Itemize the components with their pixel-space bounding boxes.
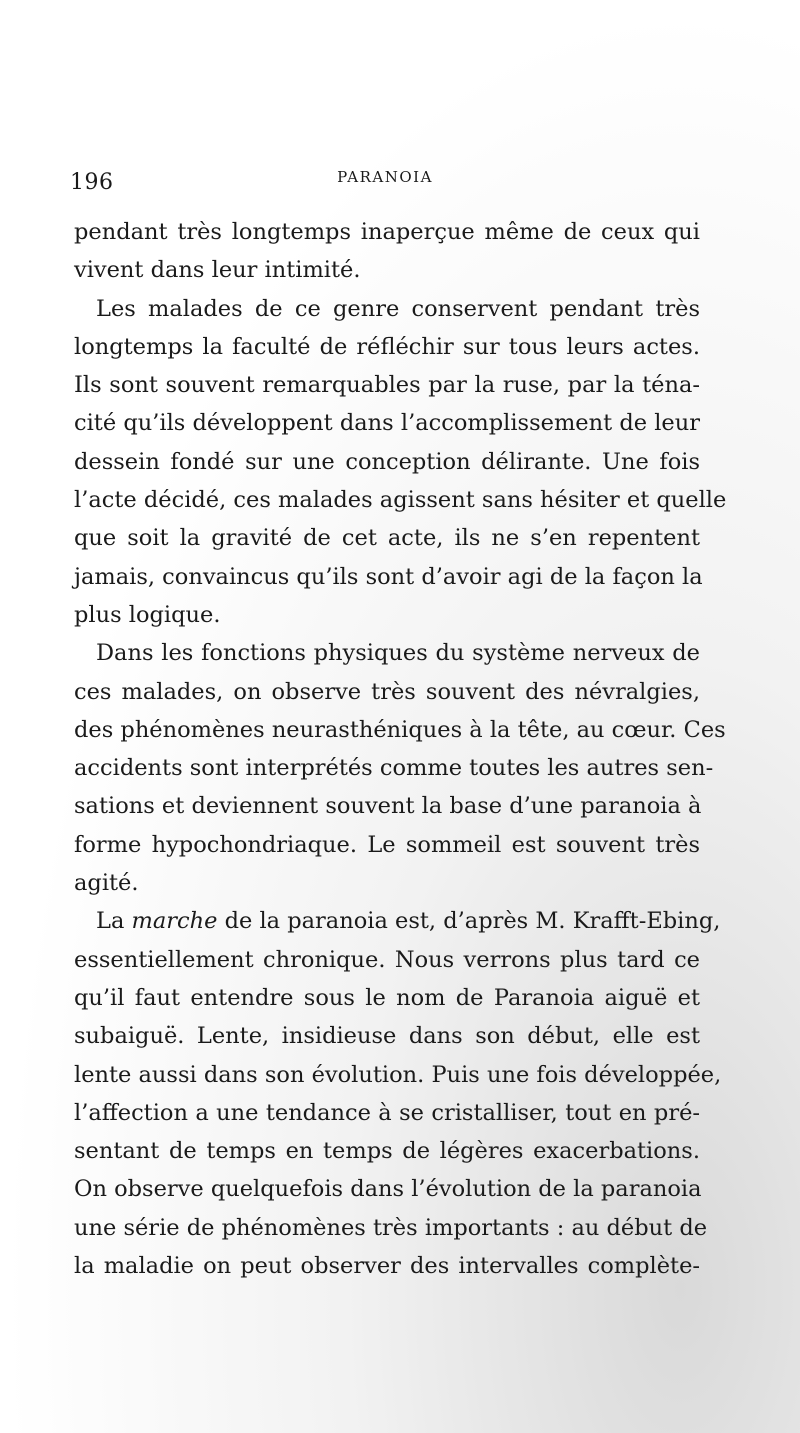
text-line: Ils sont souvent remarquables par la ruse, par la téna- [74,372,700,399]
text-line: On observe quelquefois dans l’évolution de la paranoia [74,1176,702,1203]
text-line: une série de phénomènes très importants : au début de [74,1214,708,1241]
text-line: agité. [74,870,139,897]
text-line: vivent dans leur intimité. [74,257,361,284]
text-line: pendant très longtemps inaperçue même de ceux qui [74,219,700,245]
text-line: subaiguë. Lente, insidieuse dans son début, elle est [74,1023,700,1050]
text-line: lente aussi dans son évolution. Puis une fois développée, [74,1061,722,1088]
text-line: la maladie on peut observer des intervalles complète- [74,1253,700,1280]
italic-term: marche [131,908,218,935]
text-line: sations et deviennent souvent la base d’une paranoia à [74,793,702,820]
text-line: Dans les fonctions physiques du système nerveux de [96,640,700,667]
text-fragment: de la paranoia est, d’après M. Krafft-Ebing, [224,908,721,935]
text-line: cité qu’ils développent dans l’accomplissement de leur [74,410,700,437]
text-line: ces malades, on observe très souvent des névralgies, [74,678,700,705]
text-line: sentant de temps en temps de légères exacerbations. [74,1138,700,1165]
body-text [74,213,727,1285]
text-line [74,902,721,940]
text-line: jamais, convaincus qu’ils sont d’avoir agi de la façon la [74,563,703,590]
text-line: accidents sont interprétés comme toutes les autres sen- [74,755,714,782]
text-line: essentiellement chronique. Nous verrons plus tard ce [74,946,700,973]
text-line: dessein fondé sur une conception délirante. Une fois [74,448,700,475]
text-line: l’affection a une tendance à se cristalliser, tout en pré- [74,1099,700,1126]
page-header [70,168,700,198]
text-line: Les malades de ce genre conservent pendant très [96,295,700,322]
text-line: forme hypochondriaque. Le sommeil est souvent très [74,831,700,858]
text-line: qu’il faut entendre sous le nom de Paranoia aiguë et [74,984,700,1011]
text-fragment: La [96,908,125,935]
text-line: plus logique. [74,601,221,628]
text-line: des phénomènes neurasthéniques à la tête, au cœur. Ces [74,716,726,743]
text-line: longtemps la faculté de réfléchir sur tous leurs actes. [74,333,700,360]
running-title: PARANOIA [337,168,433,186]
text-line: l’acte décidé, ces malades agissent sans hésiter et quelle [74,487,727,514]
page-number: 196 [70,170,114,195]
text-line: que soit la gravité de cet acte, ils ne s’en repentent [74,525,700,552]
